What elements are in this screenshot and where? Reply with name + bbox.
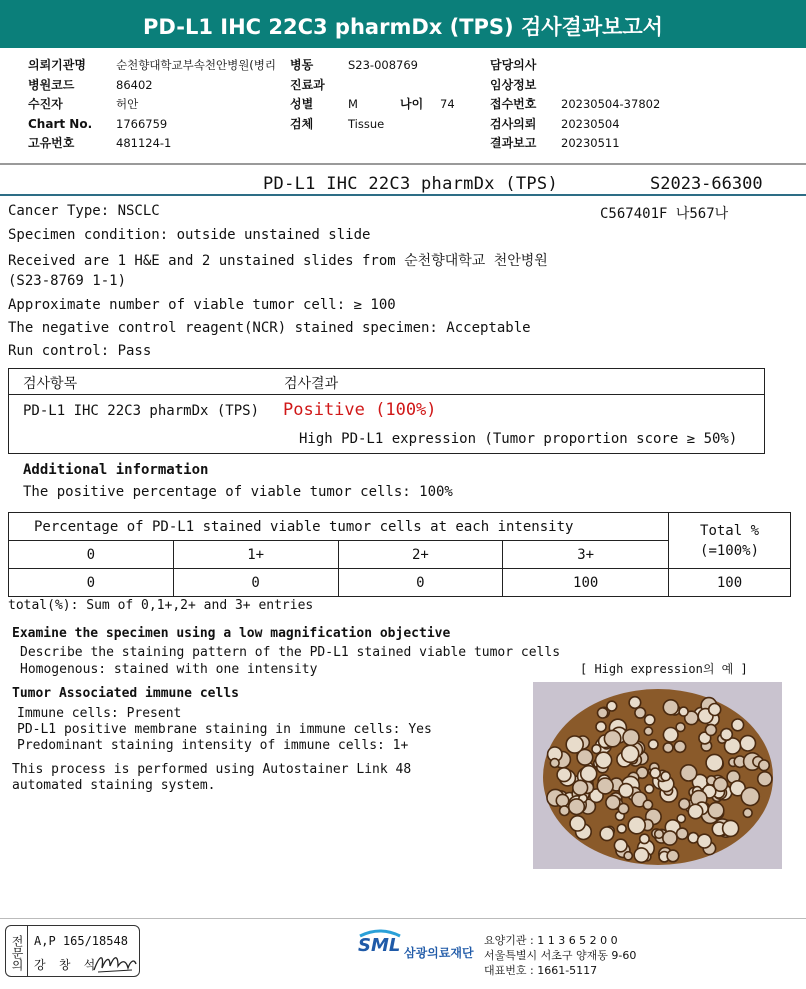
result-header-result: 검사결과 [284, 376, 339, 392]
cancer-type: Cancer Type: NSCLC [8, 203, 160, 219]
stained-cell [598, 708, 608, 718]
stained-cell [600, 827, 614, 841]
stained-cell [622, 745, 639, 762]
stained-cell [663, 728, 678, 743]
stamp-pathologist-name: 강 창 석 [34, 958, 99, 972]
label-physician: 담당의사 [490, 58, 537, 72]
label-report-date: 결과보고 [490, 136, 537, 150]
immune-line-3: Predominant staining intensity of immune cells: 1+ [17, 738, 409, 753]
value-level-1: 0 [173, 569, 338, 597]
report-title-bar [0, 0, 806, 48]
result-header-row [9, 369, 764, 395]
header-divider [0, 163, 806, 165]
value-level-3: 100 [503, 569, 669, 597]
examine-line-1: Describe the staining pattern of the PD-L1 stained viable tumor cells [20, 645, 561, 660]
subheader-test: PD-L1 IHC 22C3 pharmDx (TPS) [263, 174, 558, 194]
stained-cell [628, 817, 645, 834]
total-subheader: (=100%) [700, 542, 760, 559]
stained-cell [560, 806, 570, 816]
stamp-side-text: 전문의 [10, 935, 24, 971]
facility-address: 서울특별시 서초구 양재동 9-60 [484, 949, 637, 962]
received-slides: Received are 1 H&E and 2 unstained slides from 순천향대학교 천안병원 [8, 253, 548, 269]
stained-cell [569, 799, 585, 815]
stained-cell [634, 848, 648, 862]
examine-line-2: Homogenous: stained with one intensity [20, 662, 318, 677]
header-col-1 [28, 56, 288, 154]
stained-cell [688, 804, 702, 818]
value-unique-no: 481124-1 [116, 136, 172, 150]
stained-cell [741, 788, 759, 806]
sml-logo-text: SML [358, 935, 401, 956]
examine-heading: Examine the specimen using a low magnification objective [12, 626, 451, 641]
value-level-2: 0 [338, 569, 503, 597]
label-receipt-no: 접수번호 [490, 97, 537, 111]
stained-cell [550, 759, 559, 768]
specimen-code: C567401F 나567나 [600, 206, 729, 222]
facility-code: 요양기관 : 1 1 3 6 5 2 0 0 [484, 934, 618, 947]
value-institution: 순천향대학교부속천안병원(병리 [116, 58, 277, 72]
stained-cell [607, 701, 617, 711]
stained-cell [617, 824, 626, 833]
subheader-divider [0, 194, 806, 196]
stained-cell [557, 768, 571, 782]
immune-line-1: Immune cells: Present [17, 706, 182, 721]
label-age: 나이 [400, 97, 424, 111]
value-specimen: Tissue [348, 116, 385, 131]
stained-cell [721, 729, 733, 741]
value-report-date: 20230511 [561, 136, 620, 150]
report-title: PD-L1 IHC 22C3 pharmDx (TPS) 검사결과보고서 [143, 15, 663, 39]
stained-cell [635, 708, 646, 719]
level-1: 1+ [173, 541, 338, 569]
label-chart-no: Chart No. [28, 116, 93, 131]
process-line-1: This process is performed using Autostainer Link 48 [12, 762, 412, 777]
result-header-item: 검사항목 [23, 376, 78, 392]
stained-cell [677, 815, 685, 823]
stained-cell [681, 765, 697, 781]
specimen-condition: Specimen condition: outside unstained slide [8, 227, 371, 243]
stained-cell [663, 700, 678, 715]
intensity-table [8, 512, 791, 597]
stained-cell [649, 740, 658, 749]
result-box [8, 368, 765, 454]
stained-cell [596, 722, 606, 732]
value-age: 74 [440, 97, 455, 111]
header-col-3 [490, 56, 710, 154]
value-level-0: 0 [9, 569, 174, 597]
stained-cell [723, 820, 739, 836]
stained-cell [679, 707, 688, 716]
stained-cell [619, 784, 633, 798]
stained-cell [570, 816, 585, 831]
additional-text: The positive percentage of viable tumor cells: 100% [23, 484, 453, 500]
image-caption: [ High expression의 예 ] [580, 662, 748, 676]
level-0: 0 [9, 541, 174, 569]
stained-cell [674, 741, 685, 752]
stained-cell [706, 754, 723, 771]
result-value: Positive (100%) [283, 400, 437, 420]
organization-name: 삼광의료재단 [404, 946, 474, 960]
value-chart-no: 1766759 [116, 116, 168, 131]
label-sex: 성별 [290, 97, 314, 111]
stained-cell [743, 809, 752, 818]
stained-cell [623, 729, 639, 745]
stained-cell [614, 839, 627, 852]
immune-line-2: PD-L1 positive membrane staining in immune cells: Yes [17, 722, 432, 737]
signature-icon [92, 950, 138, 976]
stained-cell [573, 780, 588, 795]
label-unique-no: 고유번호 [28, 136, 75, 150]
run-control: Run control: Pass [8, 343, 152, 359]
stained-cell [667, 850, 679, 862]
stained-cell [556, 794, 568, 806]
label-ward: 병동 [290, 58, 314, 72]
ncr-result: The negative control reagent(NCR) stained specimen: Acceptable [8, 320, 531, 336]
stained-cell [624, 852, 632, 860]
process-line-2: automated staining system. [12, 778, 216, 793]
stained-cell [663, 831, 677, 845]
stained-cell [661, 772, 670, 781]
value-total: 100 [669, 569, 791, 597]
stained-cell [708, 803, 724, 819]
received-ref: (S23-8769 1-1) [8, 273, 127, 289]
subheader-id: S2023-66300 [650, 174, 763, 194]
stained-cell [604, 730, 620, 746]
stained-cell [577, 750, 593, 766]
stained-cell [663, 743, 673, 753]
stained-cell [650, 768, 660, 778]
label-department: 진료과 [290, 77, 325, 92]
value-request-date: 20230504 [561, 116, 620, 131]
level-3: 3+ [503, 541, 669, 569]
stained-cell [640, 834, 649, 843]
value-sex: M [348, 97, 358, 111]
stained-cell [732, 719, 744, 731]
value-ward: S23-008769 [348, 58, 418, 72]
stained-cell [581, 766, 597, 782]
pathologist-stamp [5, 925, 140, 977]
label-institution: 의뢰기관명 [28, 58, 86, 72]
stained-cell [740, 736, 755, 751]
stained-cell [709, 704, 721, 716]
level-2: 2+ [338, 541, 503, 569]
table-note: total(%): Sum of 0,1+,2+ and 3+ entries [8, 598, 314, 613]
stained-cell [643, 800, 652, 809]
stained-cell [644, 727, 652, 735]
stained-cell [655, 830, 664, 839]
stained-cell [606, 796, 620, 810]
value-patient: 허안 [116, 97, 139, 111]
stained-cell [705, 724, 716, 735]
value-receipt-no: 20230504-37802 [561, 97, 661, 111]
value-hospital-code: 86402 [116, 77, 153, 92]
result-item: PD-L1 IHC 22C3 pharmDx (TPS) [23, 403, 260, 419]
stained-cell [679, 799, 690, 810]
stained-cell [645, 785, 654, 794]
stained-cell [714, 778, 728, 792]
total-header-cell [669, 513, 791, 569]
stained-cell [677, 828, 688, 839]
label-clinical-info: 임상정보 [490, 77, 537, 92]
stained-cell [698, 834, 712, 848]
stained-cell [592, 745, 601, 754]
ihc-micrograph-image [533, 682, 782, 869]
stamp-side-label [6, 926, 28, 976]
stained-cell [629, 697, 641, 709]
label-request-date: 검사의뢰 [490, 116, 537, 131]
header-col-2 [290, 56, 470, 134]
result-expression: High PD-L1 expression (Tumor proportion score ≥ 50%) [299, 431, 738, 447]
stamp-ap-number: A,P 165/18548 [34, 934, 128, 948]
additional-heading: Additional information [23, 462, 209, 478]
immune-heading: Tumor Associated immune cells [12, 686, 239, 701]
label-specimen: 검체 [290, 116, 314, 131]
label-patient: 수진자 [28, 97, 63, 111]
facility-phone: 대표번호 : 1661-5117 [484, 964, 598, 977]
stained-cell [758, 772, 772, 786]
label-hospital-code: 병원코드 [28, 77, 75, 92]
intensity-header: Percentage of PD-L1 stained viable tumor cells at each intensity [9, 513, 669, 541]
stained-cell [597, 778, 613, 794]
total-header: Total % [700, 522, 760, 539]
stained-cell [596, 752, 612, 768]
stained-cell [645, 715, 655, 725]
footer-divider [0, 918, 806, 919]
viable-tumor-cells: Approximate number of viable tumor cell: ≥ 100 [8, 297, 396, 313]
stained-cell [759, 760, 770, 771]
